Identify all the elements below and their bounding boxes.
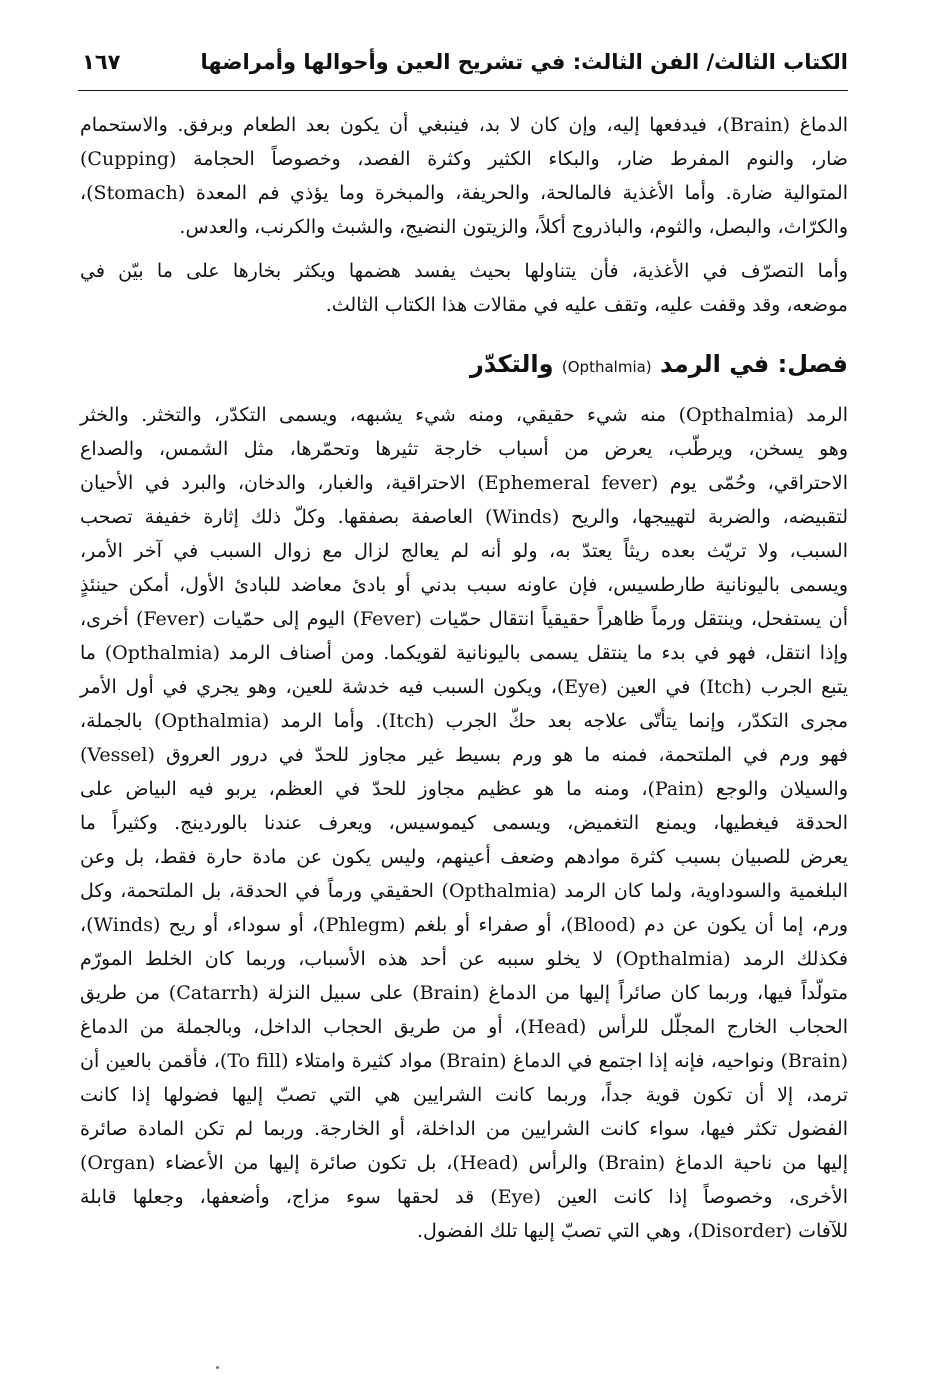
text-line: للآفات (Disorder)، وهي التي تصبّ إليها تلك الفضول. (416, 1220, 848, 1242)
text-line: ورم، إما أن يكون عن دم (Blood)، أو صفراء أو بلغم (Phlegm)، أو سوداء، أو ريح (Winds)، (80, 914, 848, 936)
text-line: (Brain) ونواحيه، فإنه إذا اجتمع في الدماغ (Brain) مواد كثيرة وامتلاء (To fill)، فأقمن بالعين أن (80, 1050, 848, 1072)
page-header (78, 44, 848, 91)
section-title-latin: (Opthalmia) (561, 358, 652, 376)
text-line: الأخرى، وخصوصاً إذا كانت العين (Eye) قد لحقها سوء مزاج، وأضعفها، وجعلها قابلة (80, 1186, 848, 1208)
text-line: الدماغ (Brain)، فيدفعها إليه، وإن كان لا بد، فينبغي أن يكون بعد الطعام وبرفق. والاستحمام (80, 114, 849, 136)
text-line: يتبع الجرب (Itch) في العين (Eye)، ويكون السبب فيه خدشة للعين، وهو يجري في أول الأمر (80, 676, 848, 698)
paragraph-3 (80, 398, 848, 1248)
section-title (80, 336, 848, 392)
text-line: الفضول تكثر فيها، سواء كانت الشرايين من الداخلة، أو الخارجة. وربما لم تكن المادة صائرة (80, 1118, 848, 1140)
paragraph-2 (80, 254, 848, 322)
text-line: إليها من ناحية الدماغ (Brain) والرأس (Head)، بل تكون صائرة إليها من الأعضاء (Organ) (80, 1152, 849, 1174)
text-line: البلغمية والسوداوية، ولما كان الرمد (Opthalmia) الحقيقي ورماً في الحدقة، بل الملتحمة، وكل (80, 880, 848, 902)
text-line: ضار، والنوم المفرط ضار، والبكاء الكثير وكثرة الفصد، وخصوصاً الحجامة (Cupping) (80, 148, 848, 170)
text-line: وأما التصرّف في الأغذية، فأن يتناولها بحيث يفسد هضمها ويكثر بخارها على ما بيّن في (80, 260, 848, 282)
text-line: متولّداً فيها، وربما كان صائراً إليها من الدماغ (Brain) على سبيل النزلة (Catarrh) من طريق (80, 982, 849, 1004)
text-line: أن يستفحل، وينتقل ورماً ظاهراً حقيقياً انتقال حمّيات (Fever) اليوم إلى حمّيات (Fever) أخرى، (80, 608, 848, 630)
paragraph-1 (80, 108, 848, 244)
text-line: الاحتراقي، وحُمّى يوم (Ephemeral fever) الاحتراقية، والغبار، والدخان، والبرد في الأحيان (80, 472, 849, 494)
text-line: لتقبيضه، والضربة لتهييجها، والريح (Winds) العاصفة بصفقها. وكلّ ذلك إثارة خفيفة تصحب (80, 506, 848, 528)
running-title: الكتاب الثالث/ الفن الثالث: في تشريح العين وأحوالها وأمراضها (200, 50, 848, 74)
text-line: ترمد، إلا أن تكون قوية جداً، وربما كانت الشرايين هي التي تصبّ إليها فضولها إذا كانت (80, 1084, 848, 1106)
section-title-text-end: والتكدّر (469, 350, 554, 378)
text-line: موضعه، وقد وقفت عليه، وتقف عليه في مقالات هذا الكتاب الثالث. (325, 294, 848, 316)
text-line: ويسمى باليونانية طارطسيس، فإن عاونه سبب بدني أو بادئ معاضد للبادئ الأول، أمكن حينئذٍ (80, 574, 848, 596)
text-line: وهو يسخن، ويرطّب، يعرض من أسباب خارجة تثيرها وتحمّرها، مثل الشمس، والصداع (80, 438, 848, 460)
body-text (80, 108, 848, 1248)
text-line: الرمد (Opthalmia) منه شيء حقيقي، ومنه شيء يشبهه، ويسمى التكدّر، والتخثر. والخثر (80, 404, 848, 426)
text-line: فهو ورم في الملتحمة، فمنه ما هو ورم بسيط غير مجاوز للحدّ في درور العروق (Vessel) (80, 744, 848, 766)
section-title-text: فصل: في الرمد (660, 350, 848, 378)
text-line: وإذا انتقل، فهو في بدء ما ينتقل يسمى باليونانية لقويكما. ومن أصناف الرمد (Opthalmia) ما (80, 642, 849, 664)
text-line: الحدقة فيغطيها، ويمنع التغميض، ويسمى كيموسيس، ويعرف عندنا بالوردينج. وكثيراً ما (80, 812, 848, 834)
text-line: مجرى التكدّر، وإنما يتأتّى علاجه بعد حكّ الجرب (Itch). وأما الرمد (Opthalmia) بالجملة، (80, 710, 848, 732)
text-line: يعرض للصبيان بسبب كثرة موادهم وضعف أعينهم، وليس يكون عن مادة حارة فقط، بل وعن (80, 846, 848, 868)
text-line: والكرّاث، والبصل، والثوم، والباذروج أكلاً، والزيتون النضيج، والشبث والكرنب، والعدس. (179, 216, 848, 238)
text-line: السبب، ولا تريّث بعده ريثاً يعتدّ به، ولو أنه لم يعالج لزال مع زوال السبب في آخر الأمر، (80, 540, 848, 562)
text-line: المتوالية ضارة. وأما الأغذية فالمالحة، والحريفة، والمبخرة وما يؤذي فم المعدة (Stomach)، (80, 182, 848, 204)
scan-dot (216, 1366, 219, 1369)
page-number: ١٦٧ (82, 50, 121, 74)
text-line: والسيلان والوجع (Pain)، ومنه ما هو عظيم مجاوز للحدّ في العظم، يربو فيه البياض على (80, 778, 848, 800)
text-line: فكذلك الرمد (Opthalmia) لا يخلو سببه عن أحد هذه الأسباب، وربما كان الخلط المورّم (80, 948, 848, 970)
text-line: الحجاب الخارج المجلّل للرأس (Head)، أو من طريق الحجاب الداخل، وبالجملة من الدماغ (80, 1016, 849, 1038)
